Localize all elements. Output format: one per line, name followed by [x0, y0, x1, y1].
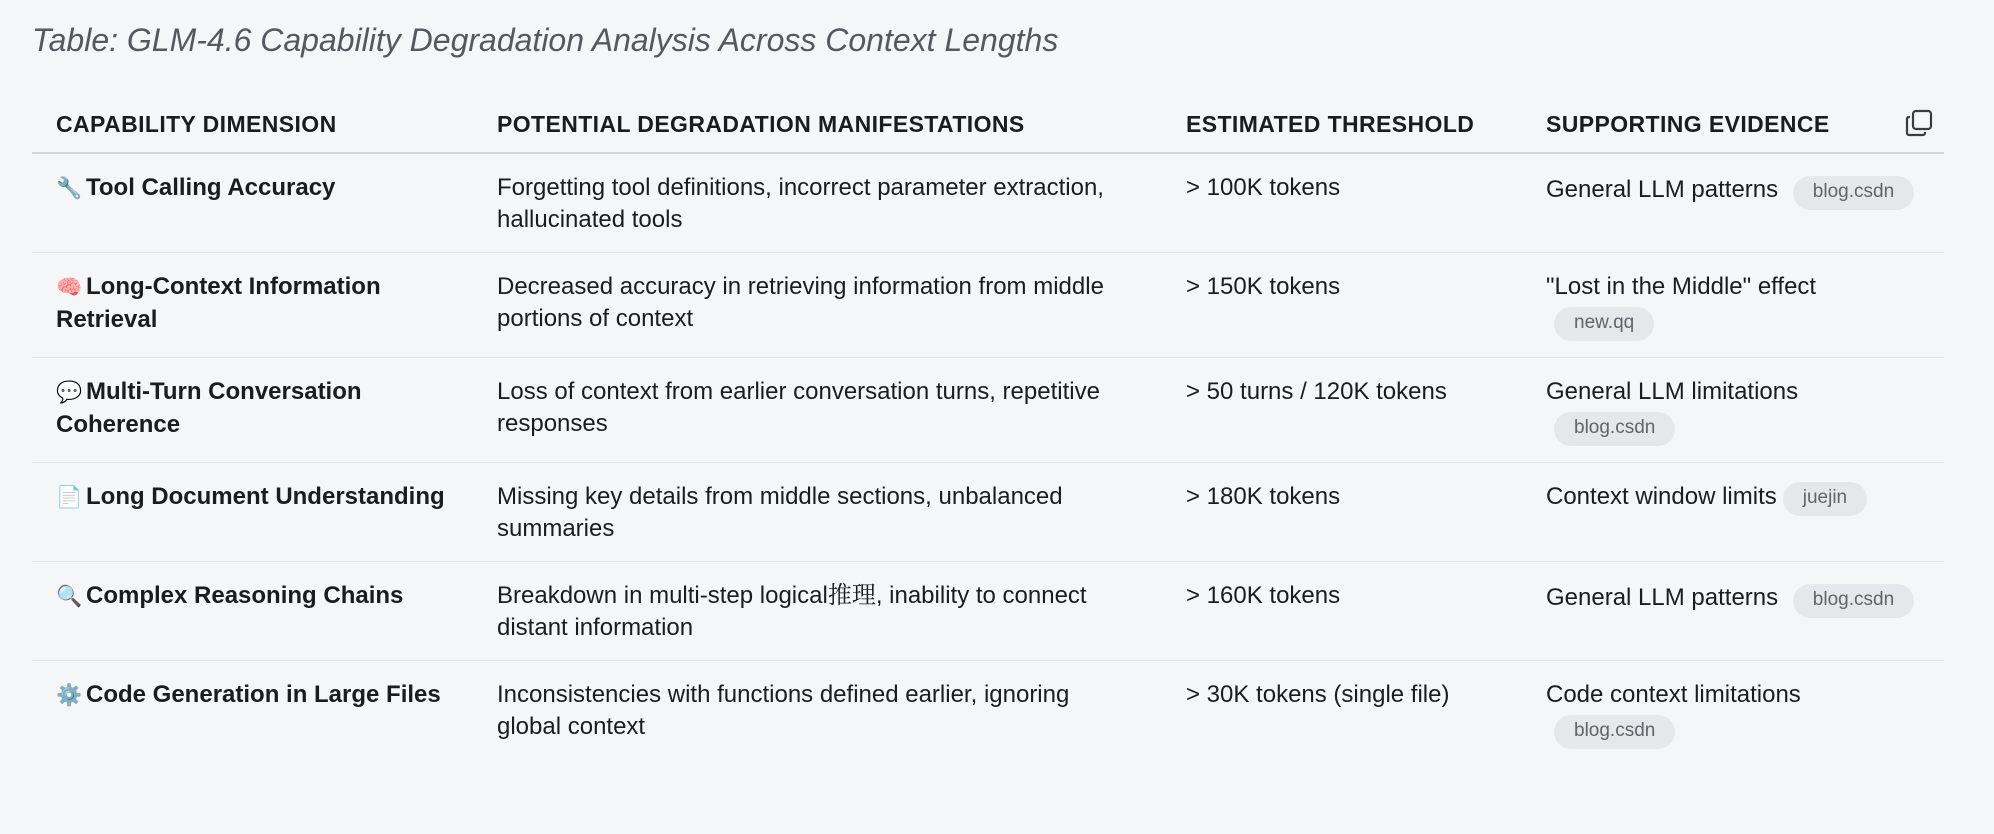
source-badge[interactable]: blog.csdn: [1793, 176, 1914, 210]
evidence-text: Code context limitations: [1546, 681, 1801, 708]
copy-icon[interactable]: [1904, 108, 1934, 138]
evidence-text: Context window limits: [1546, 483, 1777, 510]
source-badge[interactable]: new.qq: [1554, 307, 1654, 341]
threshold-cell: > 30K tokens (single file): [1186, 681, 1450, 708]
capability-cell: [32, 358, 473, 463]
manifestations-cell: Forgetting tool definitions, incorrect parameter extraction, hallucinated tools: [473, 153, 1162, 253]
manifestations-cell: Decreased accuracy in retrieving information from middle portions of context: [473, 253, 1162, 358]
evidence-cell: [1522, 253, 1944, 358]
wrench-icon: 🔧: [56, 177, 83, 200]
evidence-cell: [1522, 358, 1944, 463]
table-row: [32, 562, 1944, 661]
evidence-text: General LLM patterns: [1546, 176, 1779, 203]
manifestations-cell: Breakdown in multi-step logical推理, inability to connect distant information: [473, 562, 1162, 661]
capability-label: Multi-Turn Conversation Coherence: [56, 378, 362, 438]
table-container: [32, 96, 1944, 765]
evidence-text: General LLM patterns: [1546, 584, 1779, 611]
manifestations-cell: Inconsistencies with functions defined earlier, ignoring global context: [497, 681, 1070, 740]
capability-cell: [32, 153, 473, 253]
header-evidence-label: SUPPORTING EVIDENCE: [1546, 110, 1830, 137]
threshold-cell: > 100K tokens: [1162, 153, 1522, 253]
header-capability: CAPABILITY DIMENSION: [32, 96, 473, 153]
manifestations-cell: Missing key details from middle sections, unbalanced summaries: [473, 463, 1162, 562]
source-badge[interactable]: juejin: [1783, 482, 1867, 516]
speech-bubble-icon: 💬: [56, 381, 83, 404]
header-evidence: [1522, 96, 1944, 153]
table-header-row: [32, 96, 1944, 153]
capability-cell: [32, 253, 473, 358]
capability-cell: [32, 463, 473, 562]
evidence-cell: [1522, 562, 1944, 661]
evidence-cell: [1522, 661, 1944, 766]
header-manifestations: POTENTIAL DEGRADATION MANIFESTATIONS: [473, 96, 1162, 153]
degradation-table: [32, 96, 1944, 765]
table-row: [32, 463, 1944, 562]
threshold-cell: > 180K tokens: [1162, 463, 1522, 562]
threshold-cell: > 160K tokens: [1162, 562, 1522, 661]
source-badge[interactable]: blog.csdn: [1793, 584, 1914, 618]
header-threshold: ESTIMATED THRESHOLD: [1162, 96, 1522, 153]
capability-cell: [32, 661, 473, 766]
source-badge[interactable]: blog.csdn: [1554, 412, 1675, 446]
capability-label: Long-Context Information Retrieval: [56, 273, 381, 333]
table-row: [32, 153, 1944, 253]
table-row: [32, 358, 1944, 463]
threshold-cell: > 50 turns / 120K tokens: [1162, 358, 1522, 463]
brain-icon: 🧠: [56, 276, 83, 299]
magnifier-icon: 🔍: [56, 585, 83, 608]
table-row: [32, 661, 1944, 766]
capability-label: Long Document Understanding: [86, 483, 445, 510]
capability-label: Code Generation in Large Files: [86, 681, 441, 708]
evidence-cell: [1522, 153, 1944, 253]
capability-label: Complex Reasoning Chains: [86, 582, 404, 609]
gear-icon: ⚙️: [56, 684, 83, 707]
source-badge[interactable]: blog.csdn: [1554, 715, 1675, 749]
evidence-cell: [1522, 463, 1944, 562]
manifestations-cell: Loss of context from earlier conversation turns, repetitive responses: [473, 358, 1162, 463]
table-caption: Table: GLM-4.6 Capability Degradation Analysis Across Context Lengths: [32, 22, 1059, 58]
document-icon: 📄: [56, 486, 83, 509]
table-row: [32, 253, 1944, 358]
capability-cell: [32, 562, 473, 661]
capability-label: Tool Calling Accuracy: [86, 174, 336, 201]
threshold-cell: > 150K tokens: [1162, 253, 1522, 358]
evidence-text: "Lost in the Middle" effect: [1546, 273, 1817, 300]
evidence-text: General LLM limitations: [1546, 378, 1799, 405]
